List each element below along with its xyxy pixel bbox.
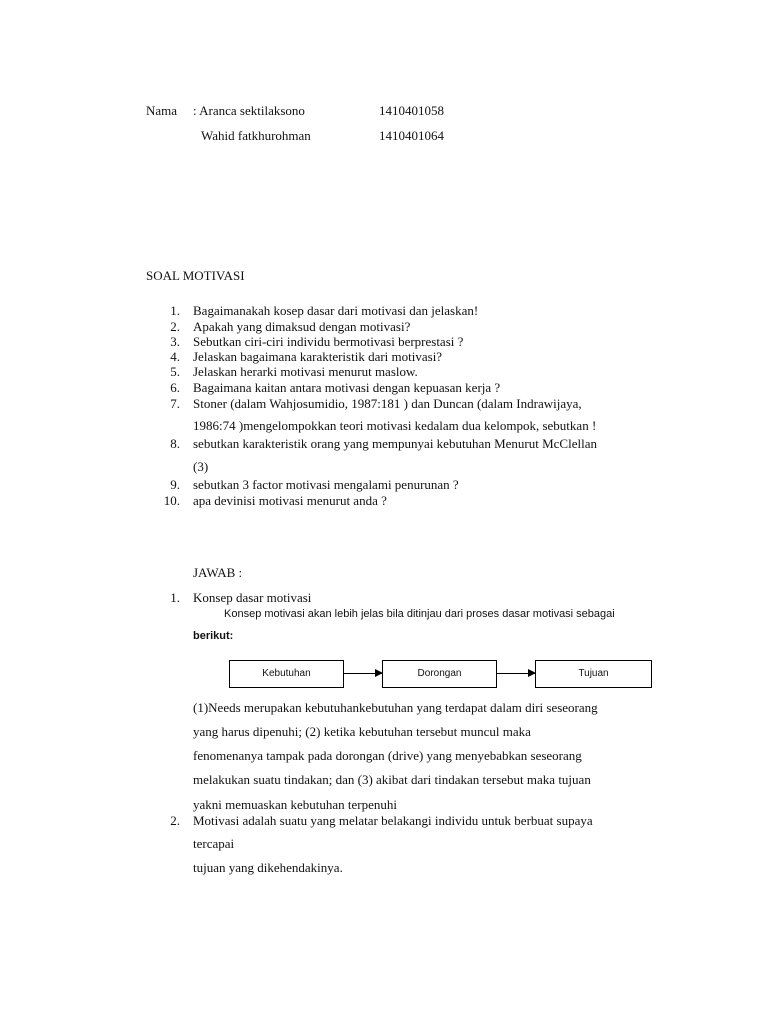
question-text: Stoner (dalam Wahjosumidio, 1987:181 ) dan Duncan (dalam Indrawijaya,	[193, 396, 582, 411]
answer-body-line: melakukan suatu tindakan; dan (3) akibat dari tindakan tersebut maka tujuan	[193, 772, 591, 787]
answer-number: 2.	[170, 813, 180, 828]
question-text: Apakah yang dimaksud dengan motivasi?	[193, 319, 411, 334]
question-text-continued: (3)	[193, 459, 209, 474]
answer-heading: Konsep dasar motivasi	[193, 590, 312, 605]
answer-body-line: yang harus dipenuhi; (2) ketika kebutuhan tersebut muncul maka	[193, 724, 531, 739]
question-text: Sebutkan ciri-ciri individu bermotivasi berprestasi ?	[193, 334, 464, 349]
question-text: Jelaskan herarki motivasi menurut maslow.	[193, 364, 418, 379]
question-number: 4.	[170, 349, 180, 364]
member-name-2: Wahid fatkhurohman	[201, 128, 311, 143]
question-text: sebutkan 3 factor motivasi mengalami penurunan ?	[193, 477, 459, 492]
question-text: apa devinisi motivasi menurut anda ?	[193, 493, 387, 508]
member-id-2: 1410401064	[379, 128, 444, 143]
answer-body-line: fenomenanya tampak pada dorongan (drive) yang menyebabkan seseorang	[193, 748, 582, 763]
answer-body-line: yakni memuaskan kebutuhan terpenuhi	[193, 797, 397, 812]
question-number: 7.	[170, 396, 180, 411]
answer-body-line: (1)Needs merupakan kebutuhankebutuhan yang terdapat dalam diri seseorang	[193, 700, 598, 715]
name-label: Nama	[146, 103, 178, 118]
question-number: 8.	[170, 436, 180, 451]
question-number: 1.	[170, 303, 180, 318]
answer-body-line: tercapai	[193, 836, 235, 851]
member-name-1: : Aranca sektilaksono	[193, 103, 305, 118]
question-text-continued: 1986:74 )mengelompokkan teori motivasi kedalam dua kelompok, sebutkan !	[193, 418, 597, 433]
question-number: 6.	[170, 380, 180, 395]
question-number: 5.	[170, 364, 180, 379]
question-number: 9.	[170, 477, 180, 492]
question-number: 3.	[170, 334, 180, 349]
answer-number: 1.	[170, 590, 180, 605]
diagram-box-tujuan: Tujuan	[535, 660, 652, 688]
question-number: 10.	[163, 493, 180, 508]
question-number: 2.	[170, 319, 180, 334]
member-id-1: 1410401058	[379, 103, 444, 118]
diagram-box-dorongan: Dorongan	[382, 660, 497, 688]
question-text: Jelaskan bagaimana karakteristik dari motivasi?	[193, 349, 443, 364]
concept-intro-line: Konsep motivasi akan lebih jelas bila ditinjau dari proses dasar motivasi sebagai	[224, 608, 615, 620]
question-text: sebutkan karakteristik orang yang mempunyai kebutuhan Menurut McClellan	[193, 436, 597, 451]
answer-title: JAWAB :	[193, 565, 243, 580]
arrow-right-icon	[344, 673, 382, 674]
section-title: SOAL MOTIVASI	[146, 268, 245, 283]
concept-intro-line: berikut:	[193, 630, 234, 642]
arrow-right-icon	[497, 673, 535, 674]
question-text: Bagaimana kaitan antara motivasi dengan kepuasan kerja ?	[193, 380, 501, 395]
diagram-box-kebutuhan: Kebutuhan	[229, 660, 344, 688]
answer-body-line: tujuan yang dikehendakinya.	[193, 860, 343, 875]
answer-body-line: Motivasi adalah suatu yang melatar belakangi individu untuk berbuat supaya	[193, 813, 593, 828]
question-text: Bagaimanakah kosep dasar dari motivasi dan jelaskan!	[193, 303, 479, 318]
